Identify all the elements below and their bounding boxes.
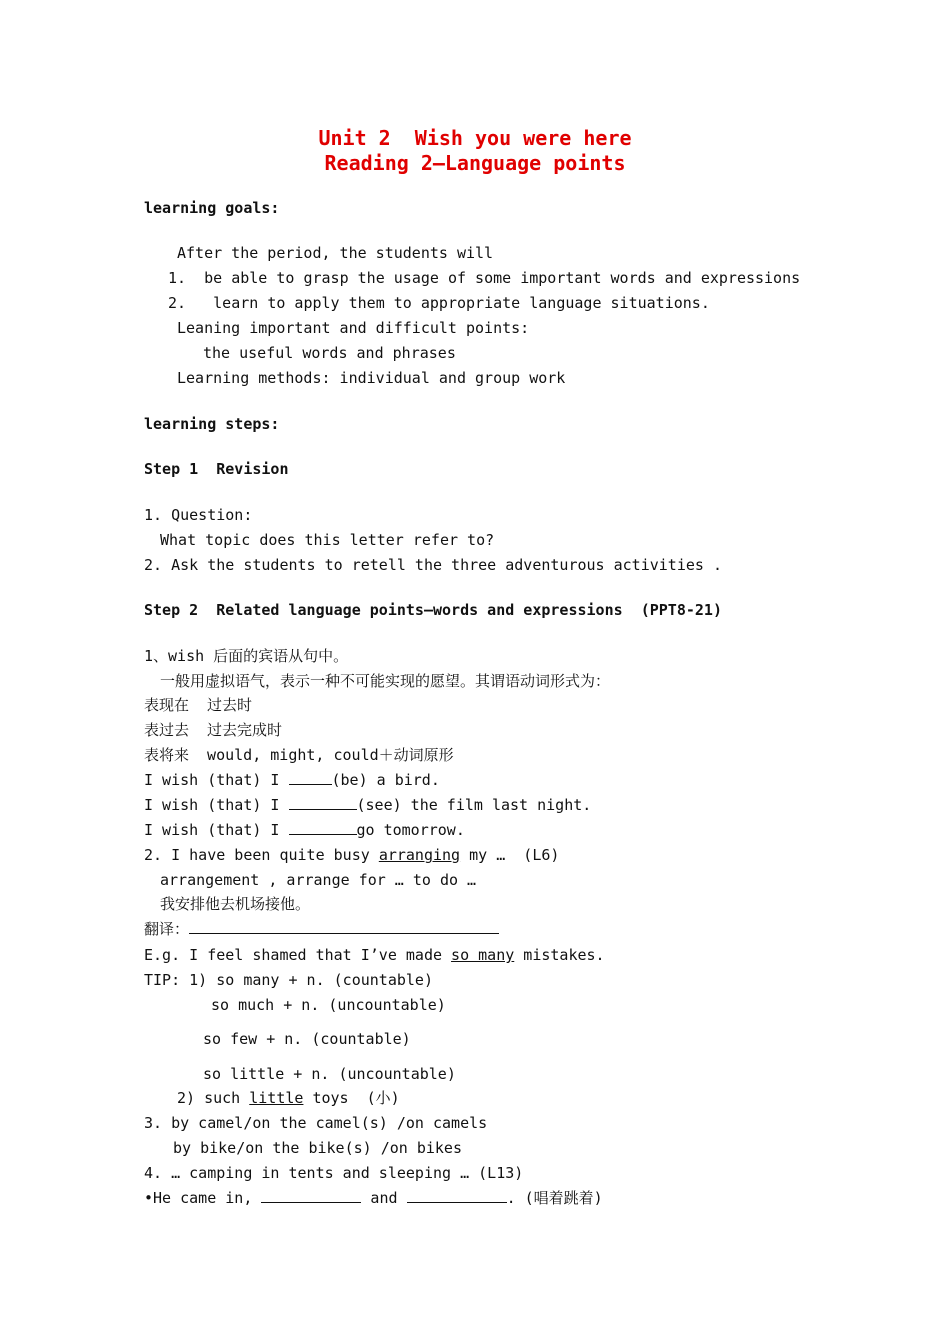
point4-line: 4. … camping in tents and sleeping … (L13): [144, 1164, 524, 1182]
steps-heading: learning steps:: [144, 415, 280, 433]
point2-chinese-sentence: 我安排他去机场接他。: [160, 895, 311, 913]
wish-example-1-end: (be) a bird.: [331, 771, 440, 789]
learning-methods: Learning methods: individual and group work: [177, 369, 566, 387]
title-line-2: Reading 2—Language points: [324, 151, 626, 175]
point2-sentence: [144, 845, 559, 865]
tip-line-4: so little + n. (uncountable): [203, 1065, 456, 1083]
fill-blank[interactable]: [289, 770, 332, 785]
point2-end: my … (L6): [460, 846, 560, 864]
tip5-end: toys (小): [303, 1089, 400, 1107]
title-line-1: Unit 2 Wish you were here: [318, 126, 632, 150]
tense-past: 表过去 过去完成时: [144, 721, 283, 739]
point4-exercise: [144, 1188, 603, 1208]
translation-blank[interactable]: [189, 919, 499, 934]
wish-example-2-end: (see) the film last night.: [356, 796, 592, 814]
example-underlined-phrase: so many: [451, 946, 515, 964]
goals-item-2: 2. learn to apply them to appropriate language situations.: [168, 294, 710, 312]
goals-intro: After the period, the students will: [177, 244, 494, 262]
goals-heading: learning goals:: [144, 199, 280, 217]
tip-line-2: so much + n. (uncountable): [211, 996, 446, 1014]
tense-present: 表现在 过去时: [144, 696, 253, 714]
point4-start: •He came in,: [144, 1189, 262, 1207]
step2-heading: Step 2 Related language points—words and expressions (PPT8-21): [144, 601, 722, 619]
example-start: E.g. I feel shamed that I’ve made: [144, 946, 452, 964]
tip5-start: 2) such: [177, 1089, 250, 1107]
translation-label: 翻译：: [144, 920, 190, 938]
point1-title: 1、wish 后面的宾语从句中。: [144, 647, 349, 665]
point1-desc: 一般用虚拟语气，表示一种不可能实现的愿望。其谓语动词形式为：: [160, 672, 611, 690]
point4-and: and: [361, 1189, 407, 1207]
point4-end: . (唱着跳着): [506, 1189, 603, 1207]
point2-start: 2. I have been quite busy: [144, 846, 379, 864]
wish-example-2: [144, 795, 591, 815]
fill-blank[interactable]: [407, 1188, 507, 1203]
fill-blank[interactable]: [289, 820, 357, 835]
tip-line-5: [177, 1088, 400, 1108]
wish-example-3-end: go tomorrow.: [356, 821, 465, 839]
tip-line-3: so few + n. (countable): [203, 1030, 411, 1048]
key-points-value: the useful words and phrases: [203, 344, 456, 362]
fill-blank[interactable]: [289, 795, 357, 810]
goals-item-1: 1. be able to grasp the usage of some important words and expressions: [168, 269, 801, 287]
fill-blank[interactable]: [261, 1188, 361, 1203]
step1-heading: Step 1 Revision: [144, 460, 289, 478]
tip5-underlined-word: little: [249, 1089, 304, 1107]
example-end: mistakes.: [514, 946, 605, 964]
key-points-label: Leaning important and difficult points:: [177, 319, 530, 337]
wish-example-1-start: I wish (that) I: [144, 771, 289, 789]
step1-question-text: What topic does this letter refer to?: [160, 531, 495, 549]
step1-question-label: 1. Question:: [144, 506, 253, 524]
step1-item-2: 2. Ask the students to retell the three adventurous activities .: [144, 556, 722, 574]
point2-forms: arrangement , arrange for … to do …: [160, 871, 477, 889]
example-sentence: [144, 945, 605, 965]
tense-future: 表将来 would, might, could＋动词原形: [144, 746, 454, 764]
tip-line-1: TIP: 1) so many + n. (countable): [144, 971, 433, 989]
translation-line: [144, 919, 499, 939]
wish-example-2-start: I wish (that) I: [144, 796, 289, 814]
wish-example-3-start: I wish (that) I: [144, 821, 289, 839]
point3-line-2: by bike/on the bike(s) /on bikes: [173, 1139, 462, 1157]
point2-underlined-word: arranging: [378, 846, 461, 864]
point3-line-1: 3. by camel/on the camel(s) /on camels: [144, 1114, 488, 1132]
wish-example-3: [144, 820, 465, 840]
wish-example-1: [144, 770, 440, 790]
